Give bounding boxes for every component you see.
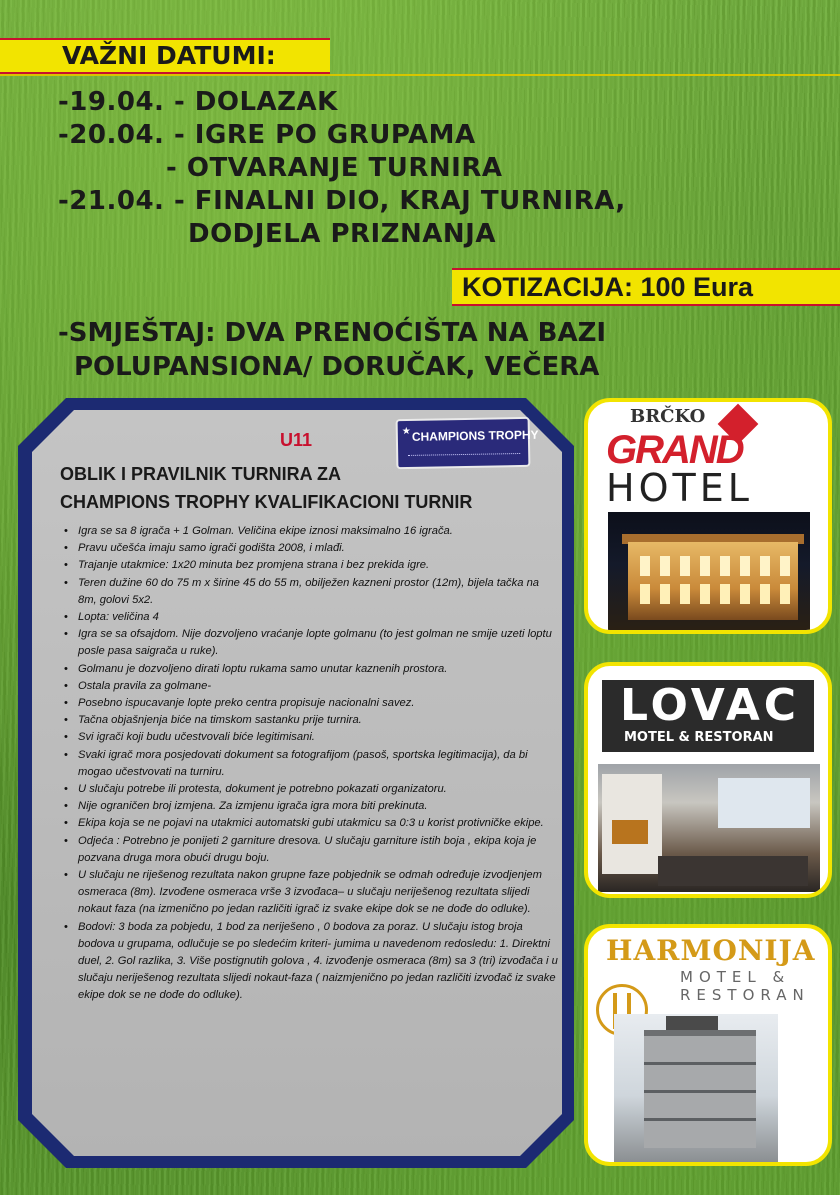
hotel-card-lovac [584,662,832,898]
header-divider [0,74,840,76]
hotel-photo [614,1014,778,1162]
fee-text: KOTIZACIJA: 100 Eura [462,272,754,302]
rule-item: • Pravu učešća imaju samo igrači godišta 2008, i mlađi. [62,540,558,557]
date-item: DODJELA PRIZNANJA [188,219,496,249]
rule-item: • Igra se sa ofsajdom. Nije dozvoljeno vraćanje lopte golmanu (to jest golman ne smije uzeti loptu posle pasa saigrača u ruke). [62,626,558,660]
rule-item: • Svi igrači koji budu učestvovali biće legitimisani. [62,729,558,746]
rule-item: • U slučaju potrebe ili protesta, dokument je potrebno pokazati organizatoru. [62,781,558,798]
rule-item: • Svaki igrač mora posjedovati dokument sa fotografijom (pasoš, sportska legitimacija), da bi mogao učestvovati na turniru. [62,747,558,781]
star-icon: ★ [401,425,411,438]
hotel-city: BRČKO [630,406,706,427]
rule-item: • Teren dužine 60 do 75 m x širine 45 do 55 m, obilježen kazneni prostor (12m), bijela tačka na 8m, golovi 5x2. [62,575,558,609]
rule-item: • Bodovi: 3 boda za pobjedu, 1 bod za neriješeno , 0 bodova za poraz. U slučaju istog broja bodova u grupama, odlučuje se po sledećim kriteri- jumima u navedenom redosledu: 1. Direktni duel, 2. Gol razlika, 3. Više postignutih golova , 4. izvođenje osmeraca (8m) sa 3 (tri) izvođača i u slučaju neriješenog rezultata slijedi nokaut-faza ( naizmjenično po jedan različiti izvođač iz svake ekipe dok se ne dođe do odluke). [62,919,558,1005]
rule-item: • Tačna objašnjenja biće na timskom sastanku prije turnira. [62,712,558,729]
rules-title [60,460,560,516]
rule-item: • Trajanje utakmice: 1x20 minuta bez promjena strana i bez prekida igre. [62,557,558,574]
rules-title-line: OBLIK I PRAVILNIK TURNIRA ZA [60,464,341,484]
hotel-type: MOTEL & RESTORAN [624,730,774,745]
hotel-type-line: RESTORAN [680,986,810,1004]
hotel-card-grand [584,398,832,634]
rules-title-line: CHAMPIONS TROPHY KVALIFIKACIONI TURNIR [60,492,473,512]
hotel-name: GRAND [606,428,743,472]
rule-item: • Nije ograničen broj izmjena. Za izmjenu igrača igra mora biti prekinuta. [62,798,558,815]
date-item: -21.04. - FINALNI DIO, KRAJ TURNIRA, [58,186,626,216]
hotel-type [680,968,810,1004]
rule-item: • Lopta: veličina 4 [62,609,558,626]
hotel-photo [608,512,810,630]
dates-list [58,86,698,251]
hotel-card-harmonija [584,924,832,1166]
lovac-logo [602,680,814,752]
date-item: - OTVARANJE TURNIRA [166,153,503,183]
hotel-photo [598,764,820,892]
hotel-type: HOTEL [606,466,753,510]
rule-item: • Posebno ispucavanje lopte preko centra propisuje nacionalni savez. [62,695,558,712]
rule-item: • Odjeća : Potrebno je ponijeti 2 garniture dresova. U slučaju garniture istih boja , ekipa koja je pozvana druga mora obući drugu boju. [62,833,558,867]
rule-item: • Igra se sa 8 igrača + 1 Golman. Veličina ekipe iznosi maksimalno 16 igrača. [62,523,558,540]
rule-item: • Golmanu je dozvoljeno dirati loptu rukama samo unutar kaznenih prostora. [62,661,558,678]
rule-item: • Ostala pravila za golmane- [62,678,558,695]
rules-list [62,523,558,1005]
category-label: U11 [280,430,313,450]
page-title: VAŽNI DATUMI: [62,41,276,70]
hotel-name: LOVAC [620,680,801,731]
accommodation-line: POLUPANSIONA/ DORUČAK, VEČERA [74,352,600,382]
hotel-name: HARMONIJA [606,934,816,967]
accommodation-line: -SMJEŠTAJ: DVA PRENOĆIŠTA NA BAZI [58,318,607,348]
rule-item: • Ekipa koja se ne pojavi na utakmici automatski gubi utakmicu sa 0:3 u korist protivničke ekipe. [62,815,558,832]
hotel-type-line: MOTEL & [680,968,791,986]
rule-item: • U slučaju ne riješenog rezultata nakon grupne faze pobjednik se odmah određuje izvodjenjem osmeraca (8m). Izvođene osmeraca vrše 3 izvođaca– u slučaju neriješenog rezultata slijedi nokaut faza (na izmenično po jedan različiti igrač iz svake ekipe dok se ne dođe do odluke). [62,867,558,919]
accommodation-text [58,316,678,384]
date-item: -20.04. - IGRE PO GRUPAMA [58,120,476,150]
logo-text: CHAMPIONS TROPHY [411,427,539,444]
date-item: -19.04. - DOLAZAK [58,87,338,117]
